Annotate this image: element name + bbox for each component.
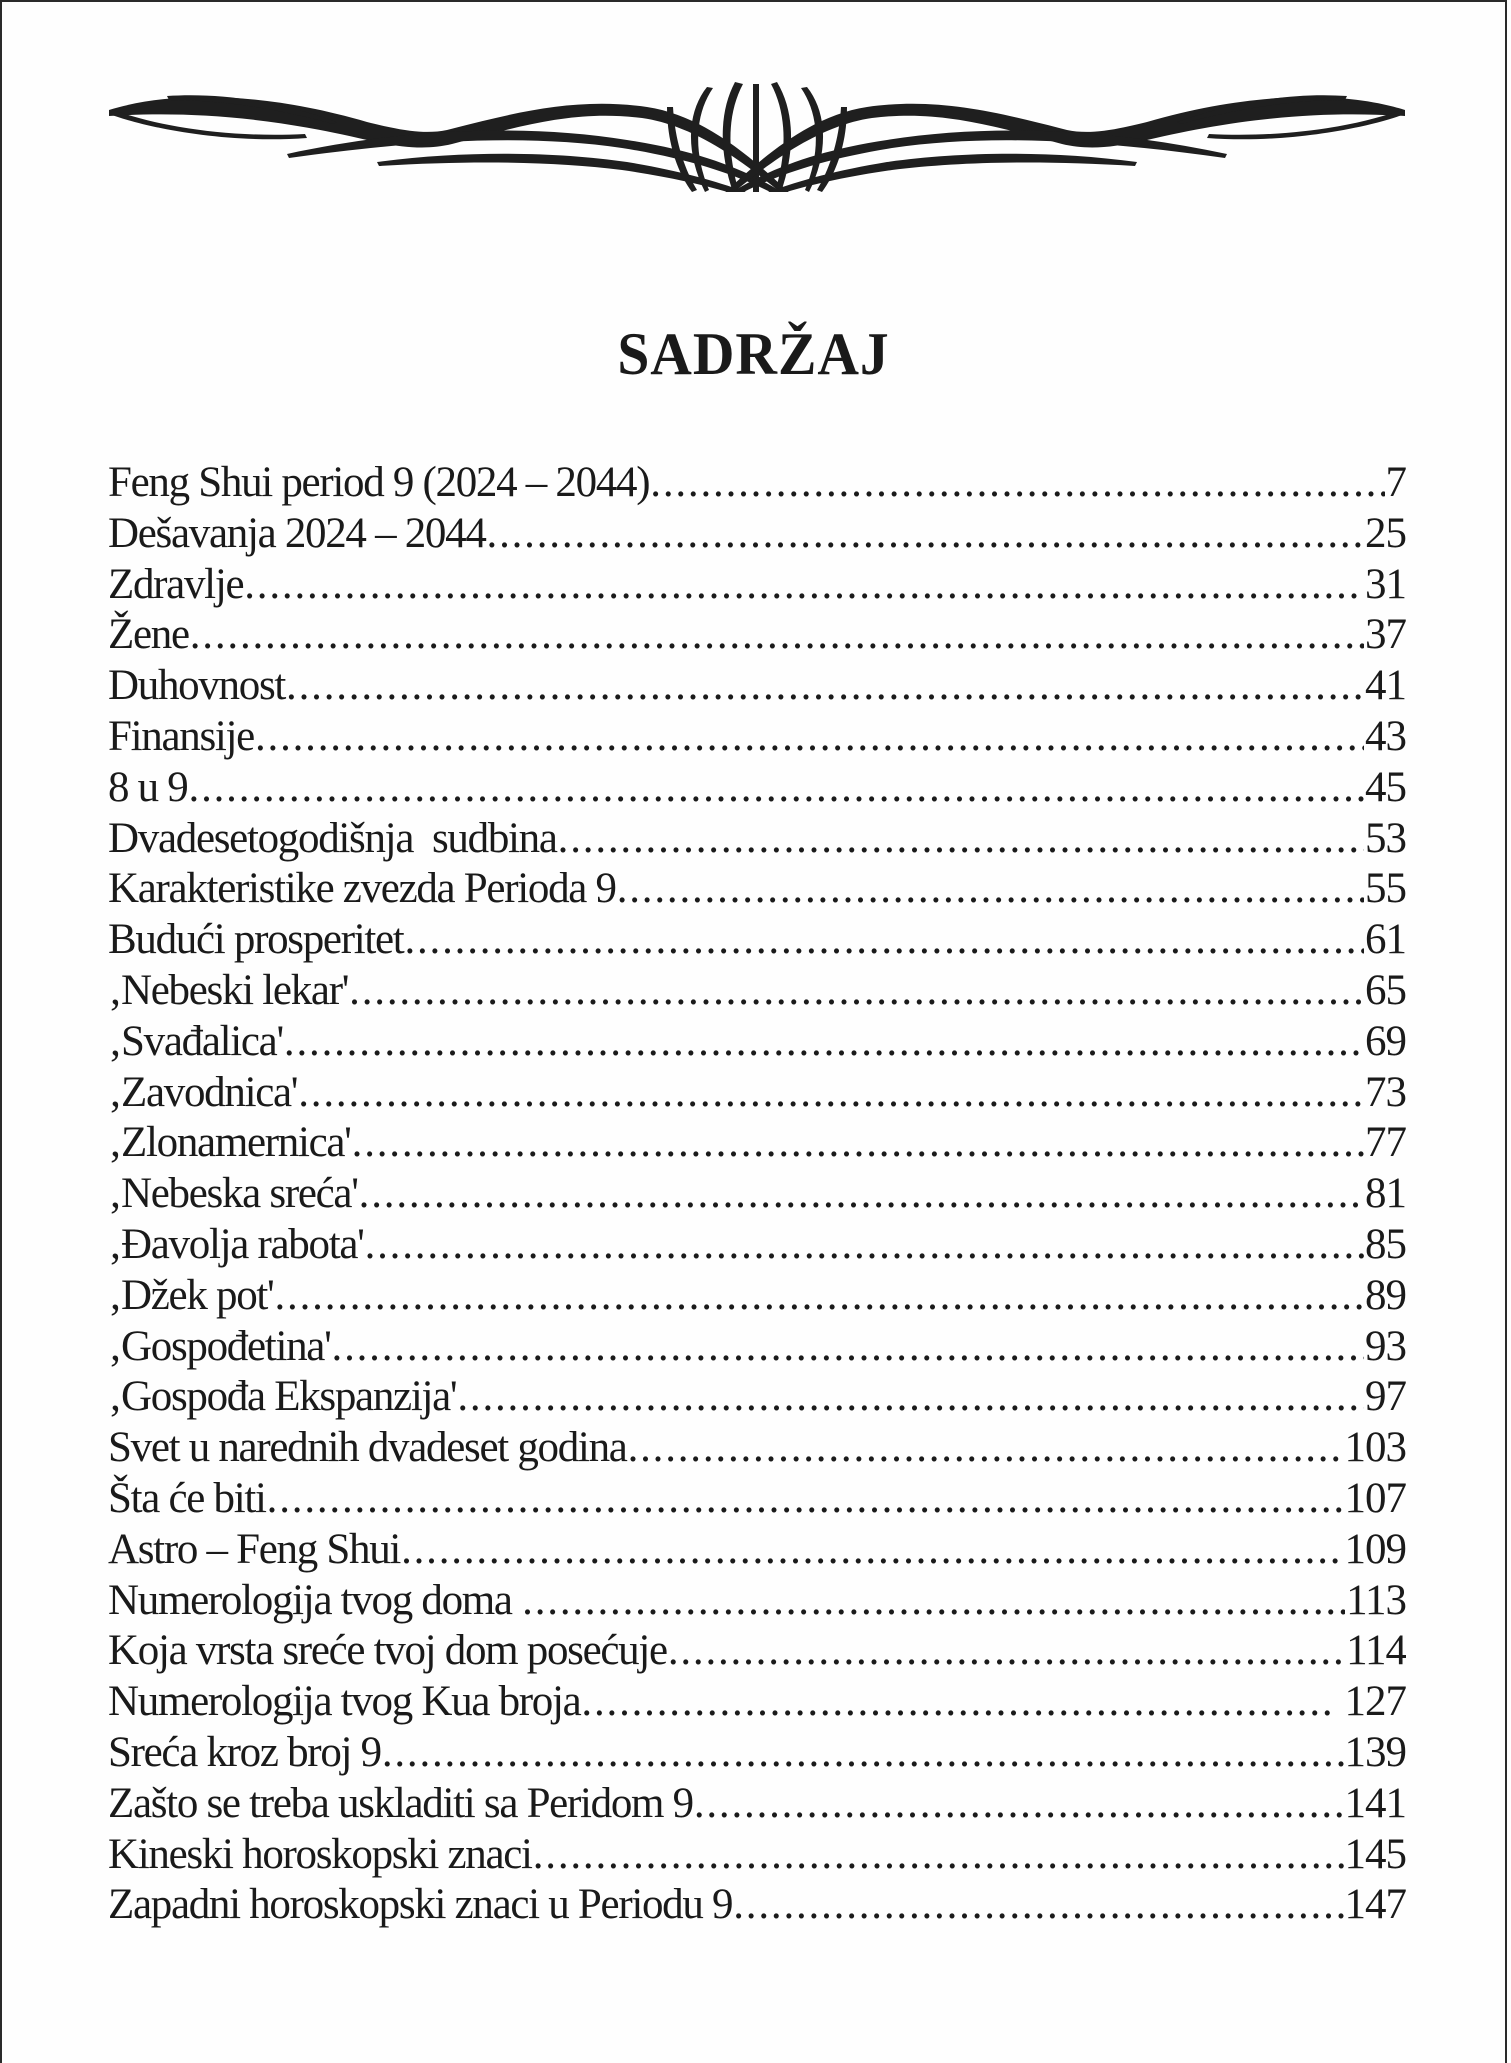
toc-entry-26[interactable] xyxy=(108,1728,1406,1779)
toc-entry-title: Zapadni horoskopski znaci u Periodu 9 xyxy=(108,1881,733,1929)
toc-entry-title: 8 u 9 xyxy=(108,763,188,811)
toc-entry-title: Finansije xyxy=(108,712,254,760)
toc-page-number: 113 xyxy=(1346,1576,1406,1624)
page-title: SADRŽAJ xyxy=(617,321,890,388)
toc-page-number: 65 xyxy=(1365,966,1406,1014)
toc-page-number: 69 xyxy=(1365,1017,1406,1065)
toc-entry-title: ‚Gospođa Ekspanzija' xyxy=(108,1373,457,1421)
toc-entry-title: Koja vrsta sreće tvoj dom posećuje xyxy=(108,1627,667,1675)
toc-entry-title: Dešavanja 2024 – 2044 xyxy=(108,509,486,557)
toc-dot-leader xyxy=(275,1271,1365,1322)
toc-dot-leader xyxy=(668,1626,1345,1677)
toc-entry-9[interactable] xyxy=(108,864,1406,915)
toc-entry-22[interactable] xyxy=(108,1525,1406,1576)
toc-page-number: 37 xyxy=(1365,611,1406,659)
toc-entry-title: ‚Zlonamernica' xyxy=(108,1119,351,1167)
toc-entry-title: Numerologija tvog Kua broja xyxy=(108,1678,581,1726)
toc-entry-title: ‚Đavolja rabota' xyxy=(108,1220,364,1268)
toc-entry-24[interactable] xyxy=(108,1626,1406,1677)
toc-dot-leader xyxy=(522,1576,1345,1627)
toc-dot-leader xyxy=(558,814,1364,865)
toc-dot-leader xyxy=(401,1525,1343,1576)
toc-dot-leader xyxy=(349,966,1364,1017)
toc-page-number: 139 xyxy=(1344,1728,1406,1776)
toc-entry-5[interactable] xyxy=(108,661,1406,712)
toc-dot-leader xyxy=(457,1372,1364,1423)
toc-entry-28[interactable] xyxy=(108,1830,1406,1881)
toc-dot-leader xyxy=(359,1169,1364,1220)
toc-page-number: 41 xyxy=(1365,662,1406,710)
toc-page-number: 93 xyxy=(1365,1322,1406,1370)
toc-dot-leader xyxy=(190,610,1364,661)
toc-entry-title: Zdravlje xyxy=(108,560,244,608)
toc-entry-8[interactable] xyxy=(108,814,1406,865)
toc-entry-11[interactable] xyxy=(108,966,1406,1017)
toc-entry-6[interactable] xyxy=(108,712,1406,763)
toc-entry-20[interactable] xyxy=(108,1423,1406,1474)
toc-dot-leader xyxy=(189,763,1364,814)
toc-entry-title: ‚Nebeski lekar' xyxy=(108,966,349,1014)
toc-entry-title: Zašto se treba uskladiti sa Peridom 9 xyxy=(108,1779,693,1827)
toc-entry-title: Šta će biti xyxy=(108,1474,266,1522)
toc-dot-leader xyxy=(628,1423,1344,1474)
toc-page-number: 73 xyxy=(1365,1068,1406,1116)
toc-entry-title: Numerologija tvog doma xyxy=(108,1576,522,1624)
toc-entry-12[interactable] xyxy=(108,1017,1406,1068)
toc-page-number: 147 xyxy=(1344,1881,1406,1929)
toc-dot-leader xyxy=(332,1322,1364,1373)
toc-entry-title: Budući prosperitet xyxy=(108,916,404,964)
toc-page-number: 53 xyxy=(1365,814,1406,862)
toc-entry-title: Karakteristike zvezda Perioda 9 xyxy=(108,865,616,913)
toc-dot-leader xyxy=(286,661,1364,712)
toc-page-number: 107 xyxy=(1344,1474,1406,1522)
toc-page-number: 25 xyxy=(1365,509,1406,557)
toc-page-number: 31 xyxy=(1365,560,1406,608)
toc-dot-leader xyxy=(617,864,1364,915)
toc-entry-title: ‚Svađalica' xyxy=(108,1017,283,1065)
toc-dot-leader xyxy=(267,1474,1344,1525)
toc-page-number: 43 xyxy=(1365,712,1406,760)
toc-page-number: 77 xyxy=(1365,1119,1406,1167)
toc-entry-1[interactable] xyxy=(108,458,1406,509)
toc-dot-leader xyxy=(365,1220,1364,1271)
toc-page-number: 7 xyxy=(1385,459,1406,506)
toc-dot-leader xyxy=(298,1068,1364,1119)
toc-entry-4[interactable] xyxy=(108,610,1406,661)
toc-dot-leader xyxy=(694,1779,1344,1830)
toc-dot-leader xyxy=(244,560,1364,611)
toc-entry-29[interactable] xyxy=(108,1880,1406,1931)
toc-dot-leader xyxy=(581,1677,1330,1728)
toc-entry-25[interactable] xyxy=(108,1677,1406,1728)
toc-entry-16[interactable] xyxy=(108,1220,1406,1271)
toc-entry-title: Žene xyxy=(108,611,189,659)
toc-entry-title: Sreća kroz broj 9 xyxy=(108,1728,381,1776)
toc-dot-leader xyxy=(382,1728,1344,1779)
toc-entry-14[interactable] xyxy=(108,1118,1406,1169)
toc-dot-leader xyxy=(352,1118,1364,1169)
toc-page-number: 145 xyxy=(1344,1830,1406,1878)
toc-page-number: 55 xyxy=(1365,865,1406,913)
toc-dot-leader xyxy=(404,915,1364,966)
toc-entry-title: Astro – Feng Shui xyxy=(108,1525,401,1573)
toc-entry-title: Dvadesetogodišnja sudbina xyxy=(108,814,557,862)
toc-entry-21[interactable] xyxy=(108,1474,1406,1525)
toc-page-number: 127 xyxy=(1344,1678,1406,1726)
toc-dot-leader xyxy=(255,712,1364,763)
toc-entry-title: Kineski horoskopski znaci xyxy=(108,1830,532,1878)
flourish-divider-icon xyxy=(107,52,1407,192)
toc-dot-leader xyxy=(533,1830,1344,1881)
toc-entry-7[interactable] xyxy=(108,763,1406,814)
toc-page-number: 85 xyxy=(1365,1220,1406,1268)
toc-page-number: 97 xyxy=(1365,1373,1406,1421)
toc-entry-3[interactable] xyxy=(108,560,1406,611)
toc-entry-2[interactable] xyxy=(108,509,1406,560)
toc-page-number: 61 xyxy=(1365,916,1406,964)
toc-page-number: 114 xyxy=(1346,1627,1406,1675)
toc-entry-title: ‚Zavodnica' xyxy=(108,1068,298,1116)
toc-page-number: 45 xyxy=(1365,763,1406,811)
table-of-contents xyxy=(108,458,1406,1931)
toc-entry-19[interactable] xyxy=(108,1372,1406,1423)
toc-entry-23[interactable] xyxy=(108,1576,1406,1627)
toc-entry-title: Feng Shui period 9 (2024 – 2044) xyxy=(108,459,650,506)
toc-entry-title: ‚Nebeska sreća' xyxy=(108,1170,358,1218)
toc-dot-leader xyxy=(284,1017,1364,1068)
toc-page-number: 81 xyxy=(1365,1170,1406,1218)
toc-entry-15[interactable] xyxy=(108,1169,1406,1220)
toc-entry-title: Duhovnost xyxy=(108,662,286,710)
toc-entry-13[interactable] xyxy=(108,1068,1406,1119)
toc-page-number: 103 xyxy=(1344,1424,1406,1472)
toc-entry-17[interactable] xyxy=(108,1271,1406,1322)
toc-entry-18[interactable] xyxy=(108,1322,1406,1373)
toc-page-number: 141 xyxy=(1344,1779,1406,1827)
toc-entry-10[interactable] xyxy=(108,915,1406,966)
toc-page-number: 109 xyxy=(1344,1525,1406,1573)
toc-entry-title: Svet u narednih dvadeset godina xyxy=(108,1424,627,1472)
toc-entry-title: ‚Džek pot' xyxy=(108,1271,274,1319)
toc-page-number: 89 xyxy=(1365,1271,1406,1319)
toc-dot-leader xyxy=(650,458,1384,509)
toc-dot-leader xyxy=(487,509,1364,560)
toc-dot-leader xyxy=(733,1880,1343,1931)
toc-entry-title: ‚Gospođetina' xyxy=(108,1322,331,1370)
toc-entry-27[interactable] xyxy=(108,1779,1406,1830)
